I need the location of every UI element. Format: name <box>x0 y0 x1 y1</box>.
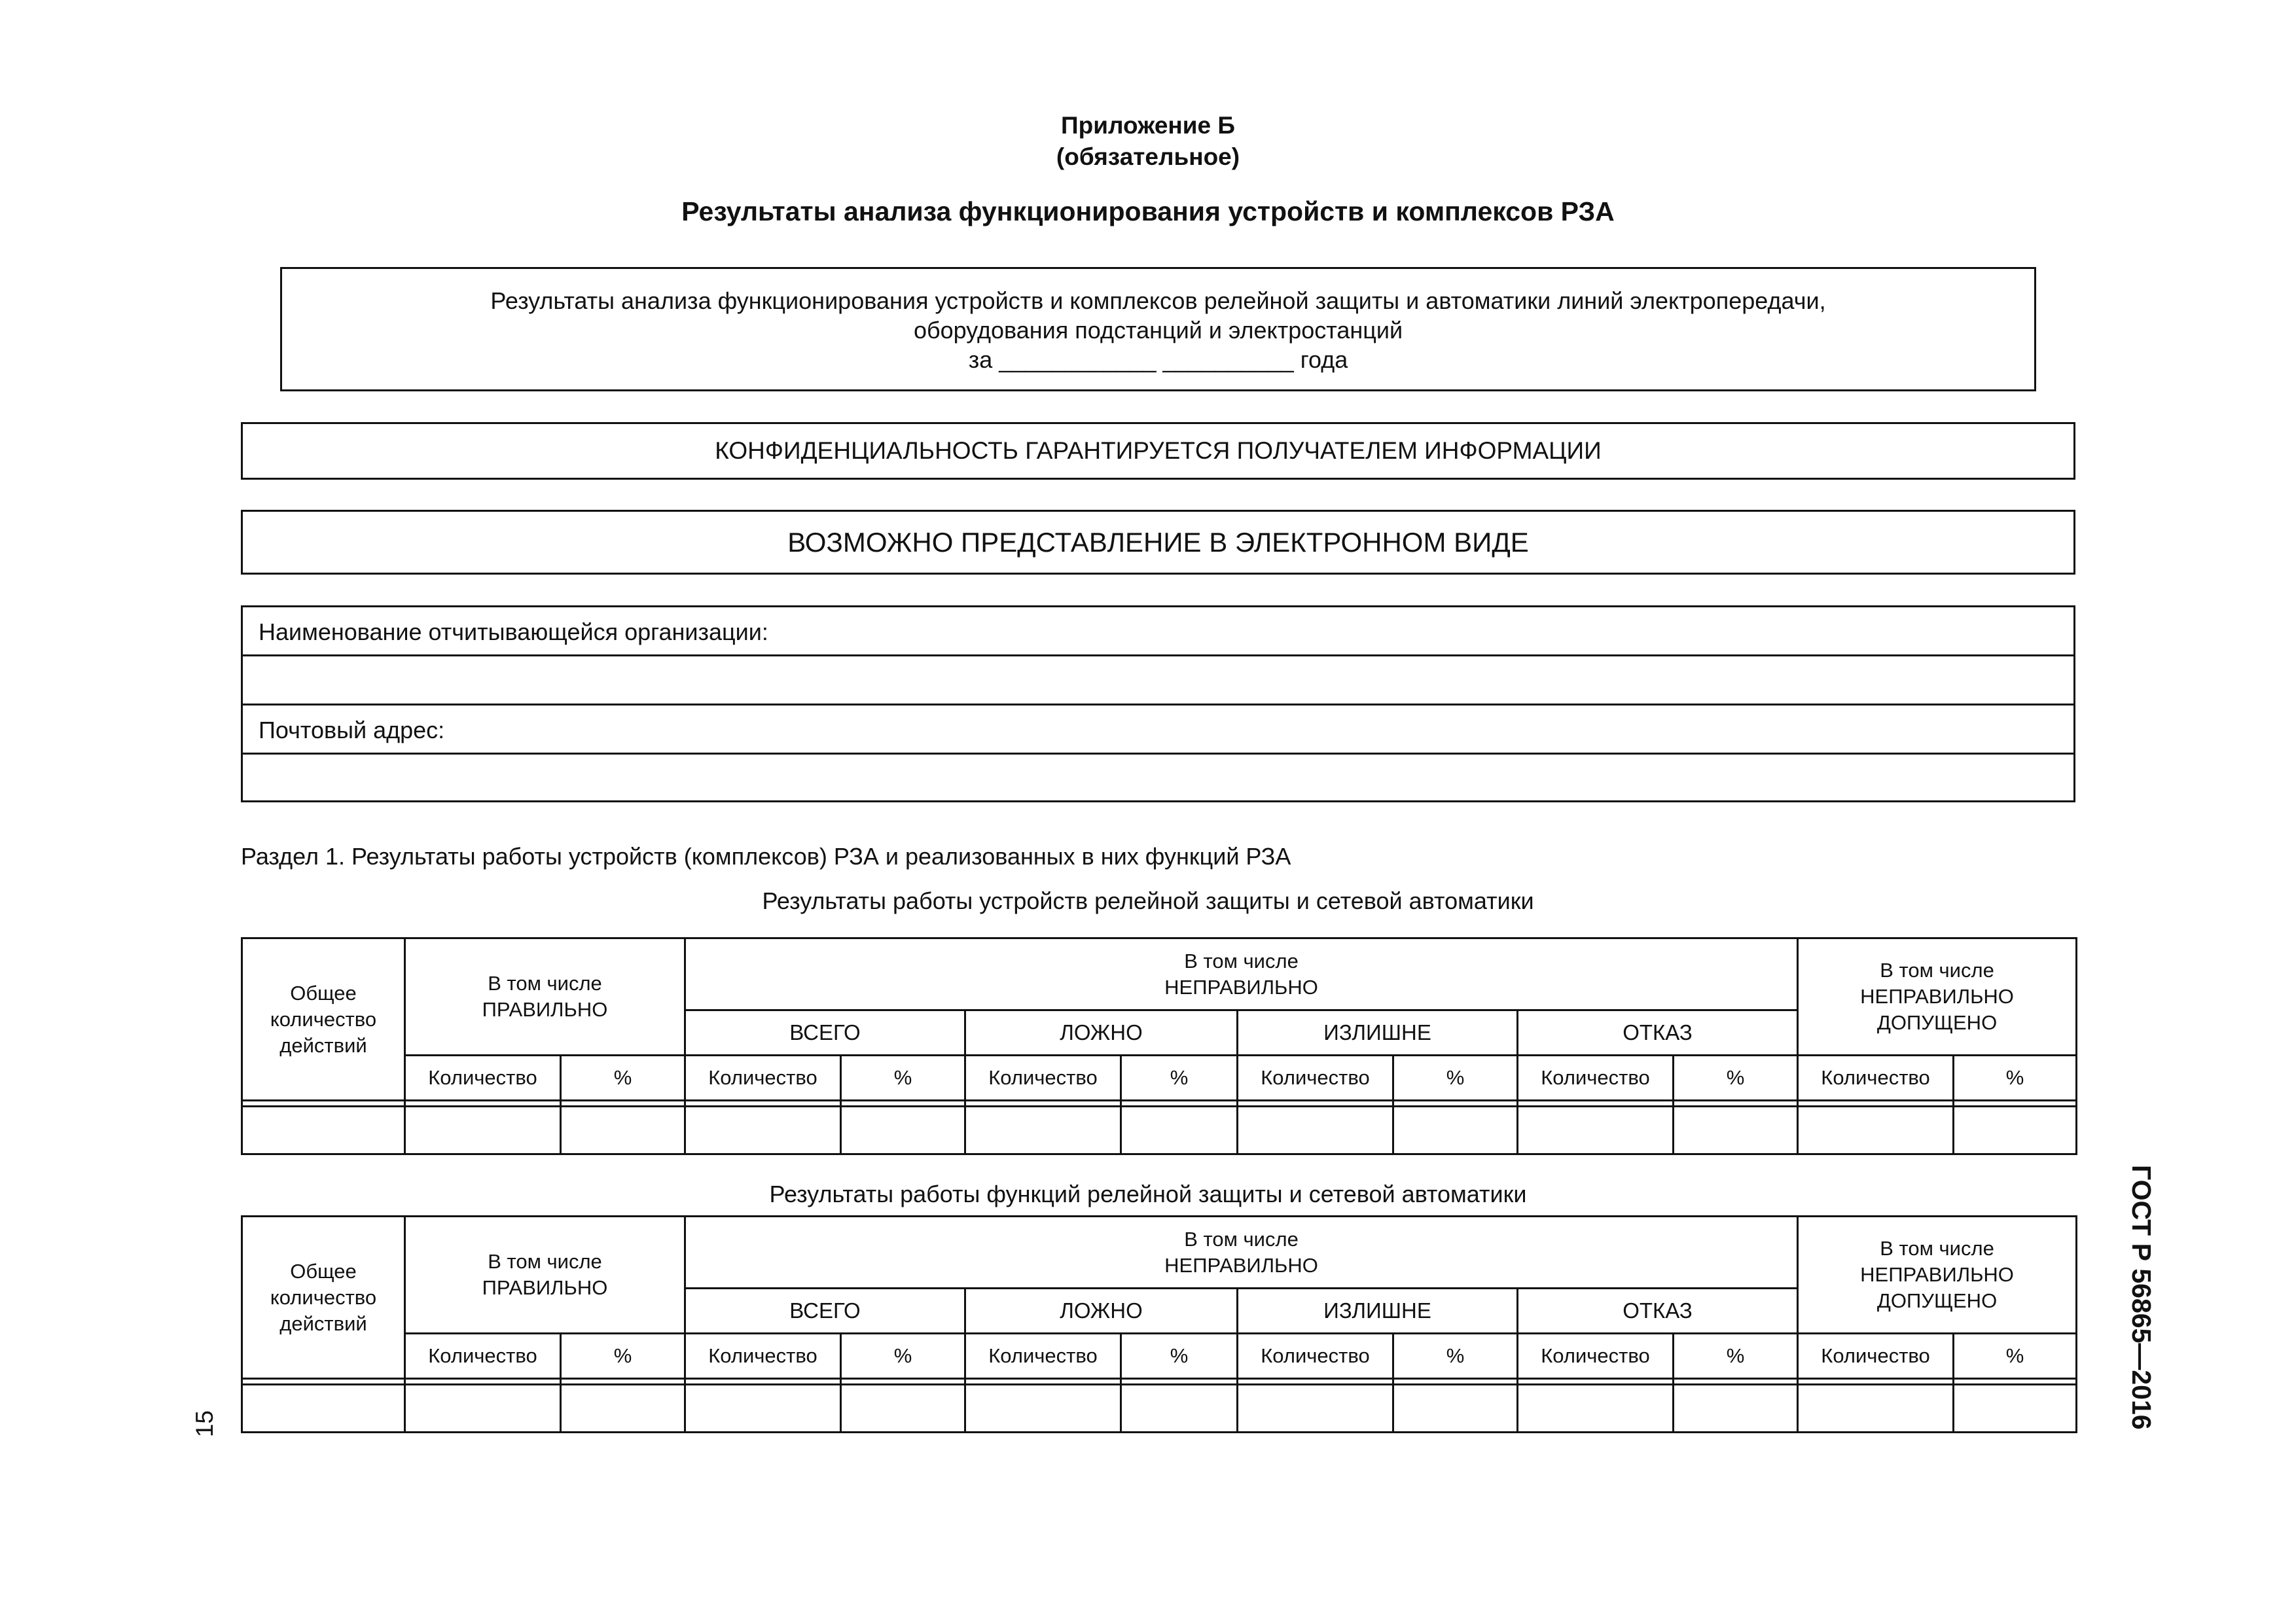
data-cell[interactable] <box>1393 1385 1518 1433</box>
org-address-field[interactable] <box>243 755 2073 804</box>
data-cell[interactable] <box>1674 1107 1798 1154</box>
col-pct: % <box>1121 1056 1238 1101</box>
col-qty: Количество <box>1798 1056 1954 1101</box>
col-failure: ОТКАЗ <box>1518 1289 1798 1334</box>
col-qty: Количество <box>1238 1334 1393 1379</box>
page-title: Результаты анализа функционирования устройств и комплексов РЗА <box>681 196 1615 226</box>
col-all: ВСЕГО <box>685 1010 965 1056</box>
col-false: ЛОЖНО <box>965 1289 1238 1334</box>
data-cell[interactable] <box>405 1385 561 1433</box>
col-pct: % <box>561 1334 685 1379</box>
col-qty: Количество <box>1518 1334 1674 1379</box>
col-excess: ИЗЛИШНЕ <box>1238 1010 1518 1056</box>
table-title: Результаты работы устройств релейной защиты и сетевой автоматики <box>762 887 1534 914</box>
data-cell[interactable] <box>1954 1385 2077 1433</box>
data-cell[interactable] <box>1798 1385 1954 1433</box>
report-header-box <box>280 267 2036 391</box>
col-qty: Количество <box>685 1056 841 1101</box>
page-number-text: 15 <box>191 1410 218 1438</box>
col-qty: Количество <box>405 1334 561 1379</box>
data-cell[interactable] <box>1674 1385 1798 1433</box>
col-pct: % <box>561 1056 685 1101</box>
col-pct: % <box>841 1334 965 1379</box>
col-incorrect-allowed: В том числе НЕПРАВИЛЬНО ДОПУЩЕНО <box>1798 938 2077 1056</box>
col-incorrect-allowed: В том числе НЕПРАВИЛЬНО ДОПУЩЕНО <box>1798 1217 2077 1334</box>
org-name-field[interactable] <box>243 656 2073 705</box>
col-excess: ИЗЛИШНЕ <box>1238 1289 1518 1334</box>
col-qty: Количество <box>965 1056 1121 1101</box>
data-cell[interactable] <box>1121 1385 1238 1433</box>
appendix-note: (обязательное) <box>1056 143 1240 170</box>
header-line-2: оборудования подстанций и электростанций <box>913 317 1403 344</box>
col-pct: % <box>1954 1334 2077 1379</box>
col-correct: В том числе ПРАВИЛЬНО <box>405 938 685 1056</box>
page-number <box>191 1410 224 1456</box>
data-cell[interactable] <box>1393 1107 1518 1154</box>
appendix-title <box>0 110 2296 173</box>
data-cell[interactable] <box>965 1385 1121 1433</box>
data-cell[interactable] <box>1954 1107 2077 1154</box>
col-incorrect: В том числе НЕПРАВИЛЬНО <box>685 1217 1798 1289</box>
col-qty: Количество <box>685 1334 841 1379</box>
col-total-actions: Общее количество действий <box>242 938 405 1101</box>
col-correct: В том числе ПРАВИЛЬНО <box>405 1217 685 1334</box>
col-pct: % <box>1393 1334 1518 1379</box>
header-line-1: Результаты анализа функционирования устройств и комплексов релейной защиты и автоматики линий электропередачи, <box>490 287 1826 314</box>
data-cell[interactable] <box>1518 1385 1674 1433</box>
data-cell[interactable] <box>965 1107 1121 1154</box>
appendix-label: Приложение Б <box>1061 112 1235 139</box>
col-pct: % <box>841 1056 965 1101</box>
section-title: Раздел 1. Результаты работы устройств (комплексов) РЗА и реализованных в них функций РЗА <box>241 843 1291 870</box>
data-cell[interactable] <box>841 1107 965 1154</box>
col-qty: Количество <box>1798 1334 1954 1379</box>
data-cell[interactable] <box>561 1107 685 1154</box>
electronic-form-notice: ВОЗМОЖНО ПРЕДСТАВЛЕНИЕ В ЭЛЕКТРОННОМ ВИДЕ <box>241 510 2075 575</box>
col-pct: % <box>1674 1334 1798 1379</box>
org-name-label: Наименование отчитывающейся организации: <box>243 607 2073 656</box>
data-cell[interactable] <box>685 1385 841 1433</box>
col-pct: % <box>1393 1056 1518 1101</box>
col-incorrect: В том числе НЕПРАВИЛЬНО <box>685 938 1798 1010</box>
col-false: ЛОЖНО <box>965 1010 1238 1056</box>
data-cell[interactable] <box>1238 1385 1393 1433</box>
data-cell[interactable] <box>242 1385 405 1433</box>
devices-results-table <box>241 937 2077 1155</box>
data-cell[interactable] <box>1798 1107 1954 1154</box>
col-qty: Количество <box>1238 1056 1393 1101</box>
col-total-actions: Общее количество действий <box>242 1217 405 1379</box>
data-cell[interactable] <box>561 1385 685 1433</box>
col-failure: ОТКАЗ <box>1518 1010 1798 1056</box>
data-cell[interactable] <box>1518 1107 1674 1154</box>
data-cell[interactable] <box>242 1107 405 1154</box>
col-qty: Количество <box>405 1056 561 1101</box>
col-pct: % <box>1954 1056 2077 1101</box>
table-title: Результаты работы функций релейной защиты и сетевой автоматики <box>769 1181 1527 1207</box>
header-line-3: за ____________ __________ года <box>968 346 1348 373</box>
col-qty: Количество <box>965 1334 1121 1379</box>
functions-results-table <box>241 1215 2077 1433</box>
org-address-label: Почтовый адрес: <box>243 705 2073 755</box>
confidentiality-notice: КОНФИДЕНЦИАЛЬНОСТЬ ГАРАНТИРУЕТСЯ ПОЛУЧАТЕЛЕМ ИНФОРМАЦИИ <box>241 422 2075 480</box>
col-pct: % <box>1674 1056 1798 1101</box>
organization-info-table <box>241 605 2075 802</box>
col-all: ВСЕГО <box>685 1289 965 1334</box>
col-qty: Количество <box>1518 1056 1674 1101</box>
data-cell[interactable] <box>1238 1107 1393 1154</box>
data-cell[interactable] <box>841 1385 965 1433</box>
standard-label <box>2126 1165 2165 1440</box>
data-cell[interactable] <box>405 1107 561 1154</box>
data-cell[interactable] <box>685 1107 841 1154</box>
col-pct: % <box>1121 1334 1238 1379</box>
data-cell[interactable] <box>1121 1107 1238 1154</box>
standard-number: ГОСТ Р 56865—2016 <box>2126 1165 2157 1430</box>
